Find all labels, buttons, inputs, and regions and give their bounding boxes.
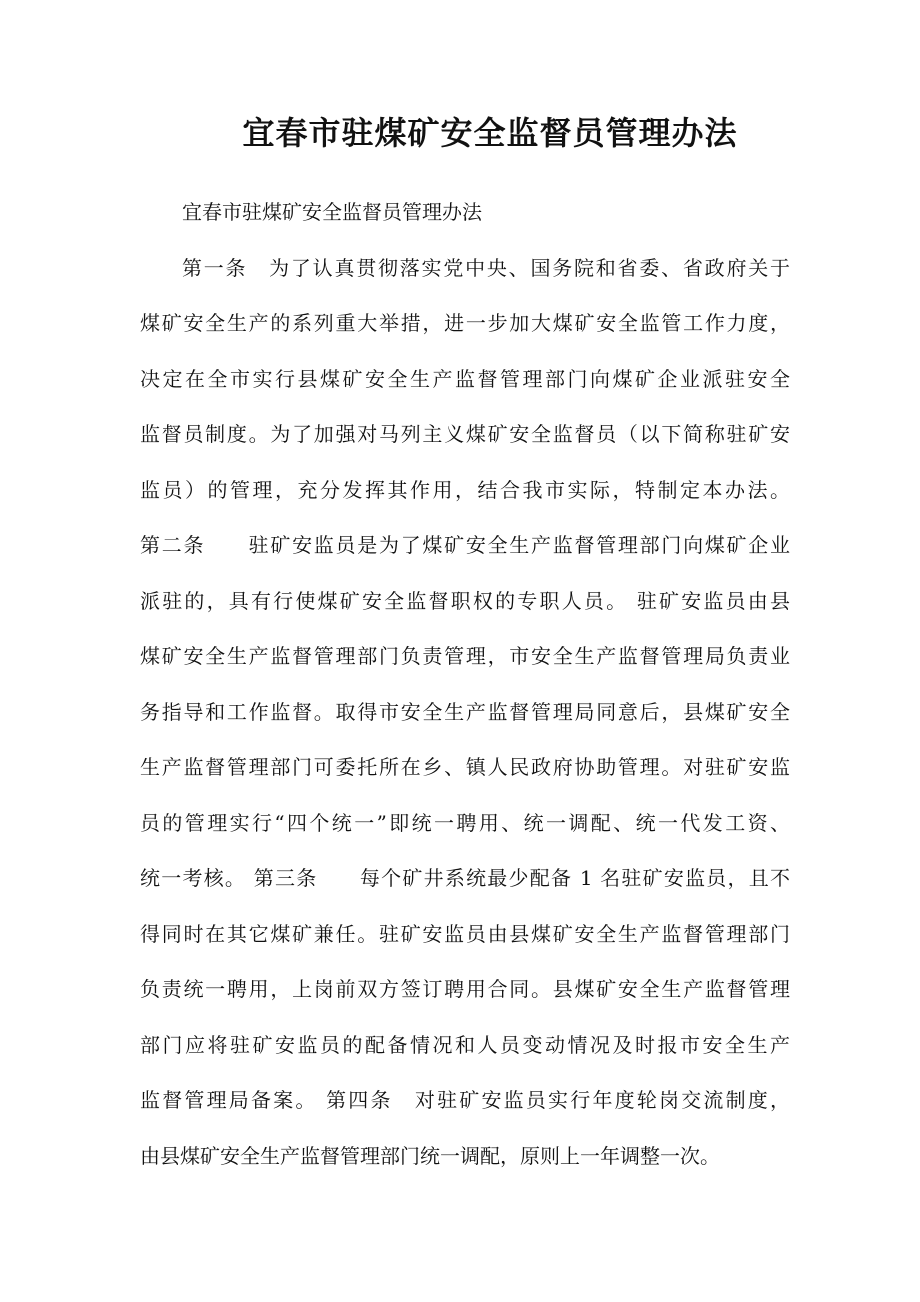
body-line: 监督员制度。为了加强对马列主义煤矿安全监督员（以下简称驻矿安 (140, 422, 790, 446)
body-line: 得同时在其它煤矿兼任。驻矿安监员由县煤矿安全生产监督管理部门 (140, 921, 790, 946)
body-line: 员的管理实行“四个统一”即统一聘用、统一调配、统一代发工资、 (140, 810, 790, 835)
document-body (140, 192, 790, 1191)
body-line: 煤矿安全生产的系列重大举措，进一步加大煤矿安全监管工作力度， (140, 311, 790, 335)
body-line: 第一条 为了认真贯彻落实党中央、国务院和省委、省政府关于 (182, 255, 790, 280)
body-line: 第二条 驻矿安监员是为了煤矿安全生产监督管理部门向煤矿企业 (140, 533, 790, 557)
body-line: 由县煤矿安全生产监督管理部门统一调配，原则上一年调整一次。 (140, 1143, 720, 1168)
body-line: 统一考核。 第三条 每个矿井系统最少配备 1 名驻矿安监员，且不 (140, 866, 790, 890)
document-title: 宜春市驻煤矿安全监督员管理办法 (242, 114, 738, 152)
body-line: 决定在全市实行县煤矿安全生产监督管理部门向煤矿企业派驻安全 (140, 366, 790, 391)
body-line: 生产监督管理部门可委托所在乡、镇人民政府协助管理。对驻矿安监 (140, 755, 790, 779)
body-line: 监督管理局备案。 第四条 对驻矿安监员实行年度轮岗交流制度， (140, 1088, 790, 1112)
body-line: 派驻的，具有行使煤矿安全监督职权的专职人员。 驻矿安监员由县 (140, 588, 790, 613)
body-line: 负责统一聘用，上岗前双方签订聘用合同。县煤矿安全生产监督管理 (140, 977, 790, 1001)
body-line: 务指导和工作监督。取得市安全生产监督管理局同意后，县煤矿安全 (140, 699, 790, 724)
body-line: 部门应将驻矿安监员的配备情况和人员变动情况及时报市安全生产 (140, 1032, 790, 1057)
body-line: 煤矿安全生产监督管理部门负责管理，市安全生产监督管理局负责业 (140, 644, 790, 668)
body-line: 宜春市驻煤矿安全监督员管理办法 (182, 200, 482, 224)
body-line: 监员）的管理，充分发挥其作用，结合我市实际，特制定本办法。 (140, 477, 790, 502)
